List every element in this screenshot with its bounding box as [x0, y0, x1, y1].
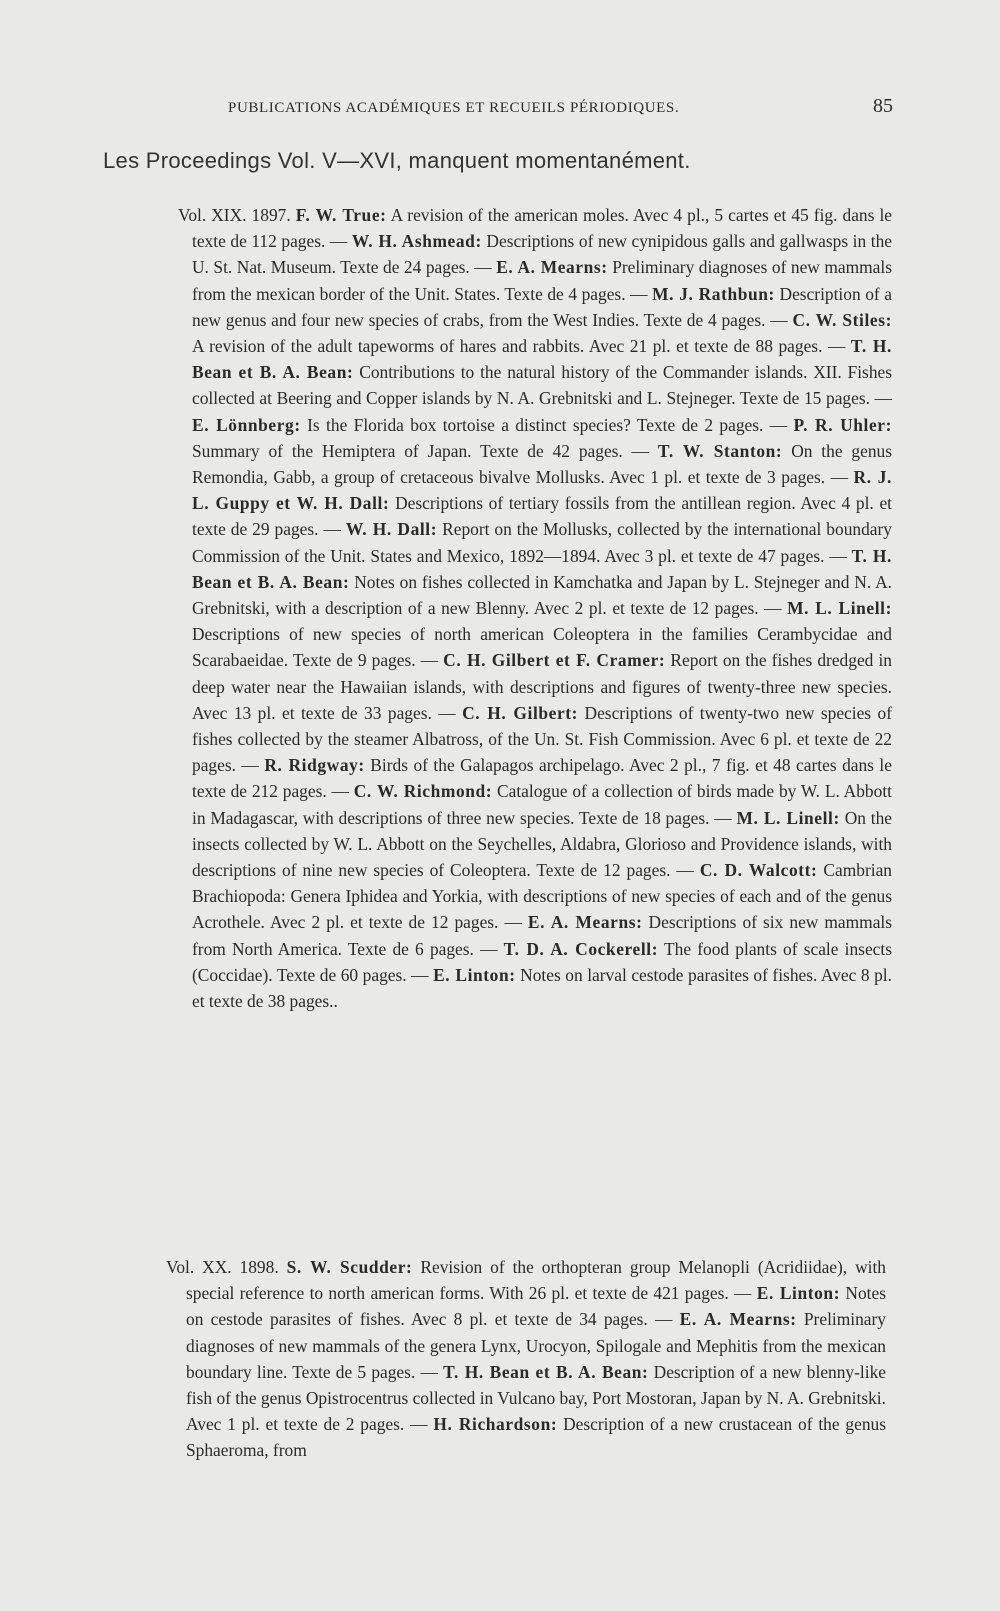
citation-segment: — T. H. Bean et B. A. Bean: Notes on fishes collected in Kamchatka and Japan by L. Stejneger and N. A. Grebnitski, with a description of a new Blenny. Avec 2 pl. et texte de 12 pages.: [192, 545, 892, 619]
citation-text: Notes on cestode parasites of fishes. Avec 8 pl. et texte de 34 pages.: [186, 1283, 886, 1330]
author-name: S. W. Scudder:: [286, 1257, 413, 1277]
citation-text: Description of a new genus and four new species of crabs, from the West Indies. Texte de 4 pages.: [192, 283, 892, 330]
author-name: F. W. True:: [295, 205, 387, 225]
volume-xx-entry: [166, 1254, 887, 1464]
author-name: P. R. Uhler:: [793, 414, 892, 435]
citation-segment: — E. Linton: Notes on larval cestode parasites of fishes. Avec 8 pl. et texte de 38 pages..: [192, 964, 892, 1012]
citation-text: Preliminary diagnoses of new mammals from the mexican border of the Unit. States. Texte de 4 pages.: [192, 257, 892, 304]
citation-text: Description of a new blenny-like fish of the genus Opistrocentrus collected in Vulcano bay, Port Mostoran, Japan by N. A. Grebnitski. Avec 1 pl. et texte de 2 pages.: [186, 1361, 886, 1435]
citation-text: Descriptions of tertiary fossils from the antillean region. Avec 4 pl. et texte de 29 pages.: [192, 493, 892, 540]
author-name: W. H. Dall:: [345, 519, 438, 540]
citation-text: Preliminary diagnoses of new mammals of the genera Lynx, Urocyon, Spilogale and Mephitis from the mexican boundary line. Texte de 5 pages.: [186, 1309, 886, 1382]
citation-segment: — W. H. Ashmead: Descriptions of new cynipidous galls and gallwasps in the U. St. Nat. Museum. Texte de 24 pages.: [192, 231, 893, 278]
author-name: C. H. Gilbert:: [462, 702, 579, 723]
citation-segment: — C. W. Richmond: Catalogue of a collection of birds made by W. L. Abbott in Madagascar, with descriptions of three new species. Texte de 18 pages.: [192, 781, 892, 828]
author-name: T. W. Stanton:: [657, 440, 783, 461]
author-name: M. J. Rathbun:: [652, 283, 775, 304]
author-name: T. H. Bean et B. A. Bean:: [192, 336, 892, 383]
running-title: PUBLICATIONS ACADÉMIQUES ET RECUEILS PÉRIODIQUES.: [228, 100, 680, 116]
citation-segment: — C. H. Gilbert: Descriptions of twenty-two new species of fishes collected by the steamer Albatross, of the Un. St. Fish Commission. Avec 6 pl. et texte de 22 pages.: [192, 702, 893, 776]
citation-text: Cambrian Brachiopoda: Genera Iphidea and Yorkia, with descriptions of new species of each and of the genus Acrothele. Avec 2 pl. et texte de 12 pages.: [192, 860, 892, 933]
author-name: W. H. Ashmead:: [351, 231, 482, 252]
citation-text: Report on the fishes dredged in deep water near the Hawaiian islands, with descriptions and figures of twenty-three new species. Avec 13 pl. et texte de 33 pages.: [192, 650, 892, 723]
author-name: R. Ridgway:: [264, 755, 365, 776]
citation-segment: [166, 1257, 279, 1277]
citation-text: Notes on larval cestode parasites of fishes. Avec 8 pl. et texte de 38 pages..: [192, 964, 892, 1012]
volume-label: Vol. XIX. 1897.: [178, 205, 291, 225]
citation-segment: — E. Lönnberg: Is the Florida box tortoise a distinct species? Texte de 2 pages.: [192, 388, 892, 435]
author-name: M. L. Linell:: [787, 598, 892, 619]
citation-segment: — H. Richardson: Description of a new crustacean of the genus Sphaeroma, from: [186, 1414, 886, 1461]
citation-text: Contributions to the natural history of the Commander islands. XII. Fishes collected at Beering and Copper islands by N. A. Grebnitski and L. Stejneger. Texte de 15 pages.: [192, 362, 893, 409]
author-name: H. Richardson:: [433, 1414, 558, 1435]
citation-text: Descriptions of new species of north american Coleoptera in the families Cerambycidae and Scarabaeidae. Texte de 9 pages.: [192, 624, 892, 671]
author-name: E. A. Mearns:: [496, 257, 608, 278]
author-name: C. W. Richmond:: [353, 781, 493, 802]
author-name: M. L. Linell:: [736, 807, 840, 828]
page-number: 85: [873, 95, 893, 117]
citation-segment: — W. H. Dall: Report on the Mollusks, collected by the international boundary Commission of the Unit. States and Mexico, 1892—1894. Avec 3 pl. et texte de 47 pages.: [192, 519, 892, 566]
citation-text: Descriptions of six new mammals from North America. Texte de 6 pages.: [192, 912, 893, 959]
citation-segment: — T. W. Stanton: On the genus Remondia, Gabb, a group of cretaceous bivalve Mollusks. Avec 1 pl. et texte de 3 pages.: [192, 440, 892, 488]
citation-text: Descriptions of twenty-two new species of fishes collected by the steamer Albatross, of the Un. St. Fish Commission. Avec 6 pl. et texte de 22 pages.: [192, 702, 893, 776]
citation-text: Is the Florida box tortoise a distinct species? Texte de 2 pages.: [307, 414, 764, 435]
volume-xix-entry: [178, 202, 893, 1014]
citation-segment: — T. D. A. Cockerell: The food plants of scale insects (Coccidae). Texte de 60 pages.: [192, 938, 892, 985]
citation-text: Description of a new crustacean of the genus Sphaeroma, from: [186, 1414, 886, 1461]
author-name: C. W. Stiles:: [792, 309, 892, 330]
citation-segment: — T. H. Bean et B. A. Bean: Contributions to the natural history of the Commander islands. XII. Fishes collected at Beering and Copper islands by N. A. Grebnitski and L. Stejneger. Texte de 15 pages.: [192, 336, 893, 409]
citation-text: Notes on fishes collected in Kamchatka and Japan by L. Stejneger and N. A. Grebnitski, with a description of a new Blenny. Avec 2 pl. et texte de 12 pages.: [192, 571, 892, 619]
citation-segment: — E. A. Mearns: Descriptions of six new mammals from North America. Texte de 6 pages.: [192, 912, 893, 959]
running-head: [228, 95, 893, 118]
author-name: R. J. L. Guppy et W. H. Dall:: [192, 467, 892, 514]
citation-segment: — R. J. L. Guppy et W. H. Dall: Descriptions of tertiary fossils from the antillean region. Avec 4 pl. et texte de 29 pages.: [192, 467, 892, 540]
citation-segment: [178, 205, 291, 225]
author-name: C. D. Walcott:: [699, 860, 818, 881]
citation-text: On the insects collected by W. L. Abbott on the Seychelles, Aldabra, Glorioso and Providence islands, with descriptions of nine new species of Coleoptera. Texte de 12 pages.: [192, 807, 893, 881]
citation-segment: — T. H. Bean et B. A. Bean: Description of a new blenny-like fish of the genus Opistrocentrus collected in Vulcano bay, Port Mostoran, Japan by N. A. Grebnitski. Avec 1 pl. et texte de 2 pages.: [186, 1361, 886, 1435]
citation-text: The food plants of scale insects (Coccidae). Texte de 60 pages.: [192, 938, 892, 985]
author-name: E. A. Mearns:: [679, 1309, 797, 1330]
citation-text: A revision of the american moles. Avec 4 pl., 5 cartes et 45 fig. dans le texte de 112 pages.: [192, 205, 892, 252]
volume-label: Vol. XX. 1898.: [166, 1257, 279, 1277]
author-name: T. H. Bean et B. A. Bean:: [192, 545, 892, 592]
citation-text: Revision of the orthopteran group Melanopli (Acridiidae), with special reference to north american forms. With 26 pl. et texte de 421 pages.: [186, 1257, 887, 1304]
citation-text: On the genus Remondia, Gabb, a group of cretaceous bivalve Mollusks. Avec 1 pl. et texte de 3 pages.: [192, 440, 892, 488]
citation-text: Summary of the Hemiptera of Japan. Texte de 42 pages.: [192, 440, 623, 461]
author-name: T. H. Bean et B. A. Bean:: [443, 1361, 649, 1382]
citation-segment: — C. D. Walcott: Cambrian Brachiopoda: Genera Iphidea and Yorkia, with descriptions of new species of each and of the genus Acrothele. Avec 2 pl. et texte de 12 pages.: [192, 860, 892, 933]
citation-text: Descriptions of new cynipidous galls and gallwasps in the U. St. Nat. Museum. Texte de 24 pages.: [192, 231, 893, 278]
citation-segment: — E. Linton: Notes on cestode parasites of fishes. Avec 8 pl. et texte de 34 pages.: [186, 1283, 886, 1330]
author-name: E. Linton:: [756, 1283, 841, 1304]
citation-segment: — R. Ridgway: Birds of the Galapagos archipelago. Avec 2 pl., 7 fig. et 48 cartes dans le texte de 212 pages.: [192, 755, 892, 802]
author-name: T. D. A. Cockerell:: [503, 938, 659, 959]
author-name: E. Linton:: [433, 964, 516, 985]
citation-text: Catalogue of a collection of birds made by W. L. Abbott in Madagascar, with descriptions of three new species. Texte de 18 pages.: [192, 781, 892, 828]
author-name: E. A. Mearns:: [527, 912, 643, 933]
citation-segment: — M. J. Rathbun: Description of a new genus and four new species of crabs, from the West Indies. Texte de 4 pages.: [192, 283, 892, 330]
citation-text: A revision of the adult tapeworms of hares and rabbits. Avec 21 pl. et texte de 88 pages.: [192, 336, 823, 357]
citation-text: Report on the Mollusks, collected by the international boundary Commission of the Unit. States and Mexico, 1892—1894. Avec 3 pl. et texte de 47 pages.: [192, 519, 892, 566]
intro-note: Les Proceedings Vol. V—XVI, manquent momentanément.: [103, 148, 691, 173]
citation-segment: — C. W. Stiles: A revision of the adult tapeworms of hares and rabbits. Avec 21 pl. et texte de 88 pages.: [192, 309, 892, 357]
citation-segment: — E. A. Mearns: Preliminary diagnoses of new mammals from the mexican border of the Unit. States. Texte de 4 pages.: [192, 257, 892, 304]
citation-segment: — E. A. Mearns: Preliminary diagnoses of new mammals of the genera Lynx, Urocyon, Spilogale and Mephitis from the mexican boundary line. Texte de 5 pages.: [186, 1309, 886, 1382]
author-name: E. Lönnberg:: [192, 414, 301, 435]
citation-segment: — C. H. Gilbert et F. Cramer: Report on the fishes dredged in deep water near the Hawaiian islands, with descriptions and figures of twenty-three new species. Avec 13 pl. et texte de 33 pages.: [192, 650, 892, 723]
citation-segment: — M. L. Linell: Descriptions of new species of north american Coleoptera in the families Cerambycidae and Scarabaeidae. Texte de 9 pages.: [192, 598, 892, 671]
citation-segment: — M. L. Linell: On the insects collected by W. L. Abbott on the Seychelles, Aldabra, Glorioso and Providence islands, with descriptions of nine new species of Coleoptera. Texte de 12 pages.: [192, 807, 893, 881]
citation-text: Birds of the Galapagos archipelago. Avec 2 pl., 7 fig. et 48 cartes dans le texte de 212 pages.: [192, 755, 892, 802]
citation-segment: — P. R. Uhler: Summary of the Hemiptera of Japan. Texte de 42 pages.: [192, 414, 892, 461]
author-name: C. H. Gilbert et F. Cramer:: [443, 650, 666, 671]
